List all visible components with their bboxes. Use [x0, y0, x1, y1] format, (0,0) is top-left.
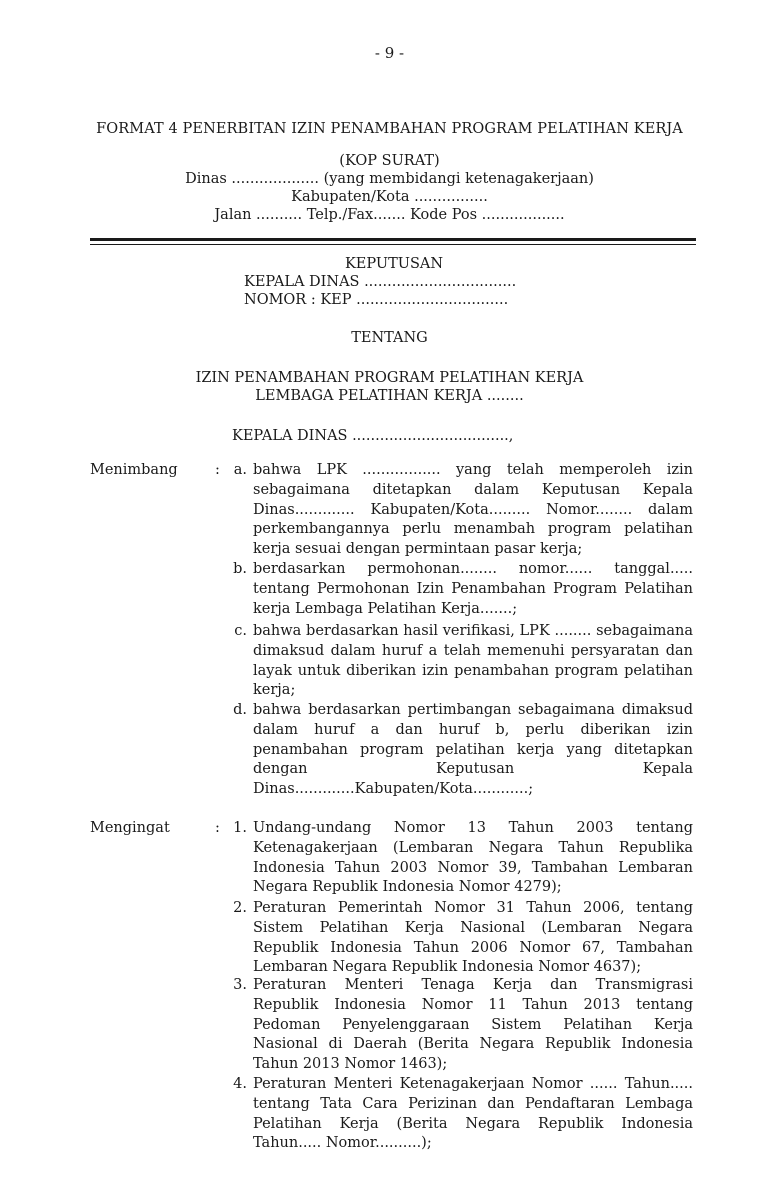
menimbang-label: Menimbang [90, 462, 178, 478]
letterhead-address: Jalan .......... Telp./Fax....... Kode Pos .................. [214, 207, 565, 223]
menimbang-item-c: bahwa berdasarkan hasil verifikasi, LPK ........ sebagaimana dimaksud dalam huruf a telah memenuhi persyaratan dan layak untuk diberikan izin penambahan program pelatihan kerja; [253, 623, 693, 699]
decree-title: KEPUTUSAN [344, 256, 444, 272]
page-number: - 9 - [374, 44, 405, 62]
kepala-dinas-line: KEPALA DINAS .................................., [232, 428, 514, 444]
menimbang-item-b: berdasarkan permohonan........ nomor...... tanggal..... tentang Permohonan Izin Penambahan Program Pelatihan kerja Lembaga Pelatihan Kerja.......; [253, 561, 693, 617]
mengingat-marker-1: 1. [233, 820, 247, 836]
menimbang-marker-a: a. [233, 462, 247, 478]
format-title: FORMAT 4 PENERBITAN IZIN PENAMBAHAN PROGRAM PELATIHAN KERJA [96, 121, 683, 137]
decree-nomor: NOMOR : KEP ................................. [244, 292, 509, 308]
mengingat-item-1: Undang-undang Nomor 13 Tahun 2003 tentang Ketenagakerjaan (Lembaran Negara Tahun Republika Indonesia Tahun 2003 Nomor 39, Tambahan Lembaran Negara Republik Indonesia Nomor 4279); [253, 820, 693, 896]
mengingat-marker-2: 2. [233, 900, 247, 916]
decree-subject-line1: IZIN PENAMBAHAN PROGRAM PELATIHAN KERJA [195, 370, 584, 386]
mengingat-colon: : [215, 820, 220, 836]
menimbang-marker-b: b. [233, 561, 247, 577]
letterhead-divider-thick [90, 238, 696, 241]
letterhead [0, 152, 779, 224]
mengingat-item-4: Peraturan Menteri Ketenagakerjaan Nomor ...... Tahun..... tentang Tata Cara Perizinan dan Pendaftaran Lembaga Pelatihan Kerja (Berita Negara Republik Indonesia Tahun..... Nomor..........); [253, 1076, 693, 1152]
mengingat-marker-3: 3. [233, 977, 247, 993]
decree-header [244, 255, 544, 309]
menimbang-marker-d: d. [233, 702, 247, 718]
decree-subject-line2: LEMBAGA PELATIHAN KERJA ........ [255, 388, 524, 404]
mengingat-marker-4: 4. [233, 1076, 247, 1092]
menimbang-item-d: bahwa berdasarkan pertimbangan sebagaimana dimaksud dalam huruf a dan huruf b, perlu diberikan izin penambahan program pelatihan kerja yang ditetapkan dengan Keputusan Kepala Dinas.............Kabupaten/Kota............; [253, 702, 693, 798]
decree-subject [0, 369, 779, 405]
mengingat-label: Mengingat [90, 820, 170, 836]
letterhead-title: (KOP SURAT) [339, 153, 440, 169]
tentang-heading: TENTANG [351, 330, 428, 346]
mengingat-item-3: Peraturan Menteri Tenaga Kerja dan Transmigrasi Republik Indonesia Nomor 11 Tahun 2013 tentang Pedoman Penyelenggaraan Sistem Pelatihan Kerja Nasional di Daerah (Berita Negara Republik Indonesia Tahun 2013 Nomor 1463); [253, 977, 693, 1073]
letterhead-kabupaten: Kabupaten/Kota ................ [291, 189, 488, 205]
menimbang-marker-c: c. [234, 623, 247, 639]
letterhead-dinas: Dinas ................... (yang membidangi ketenagakerjaan) [185, 171, 594, 187]
menimbang-colon: : [215, 462, 220, 478]
letterhead-divider-thin [90, 244, 696, 245]
decree-kepala: KEPALA DINAS ................................. [244, 274, 517, 290]
menimbang-item-a: bahwa LPK ................. yang telah memperoleh izin sebagaimana ditetapkan dalam Keputusan Kepala Dinas............. Kabupaten/Kota......... Nomor........ dalam perkembangannya perlu menambah program pelatihan kerja sesuai dengan permintaan pasar kerja; [253, 462, 693, 558]
mengingat-item-2: Peraturan Pemerintah Nomor 31 Tahun 2006, tentang Sistem Pelatihan Kerja Nasional (Lembaran Negara Republik Indonesia Tahun 2006 Nomor 67, Tambahan Lembaran Negara Republik Indonesia Nomor 4637); [253, 900, 693, 976]
